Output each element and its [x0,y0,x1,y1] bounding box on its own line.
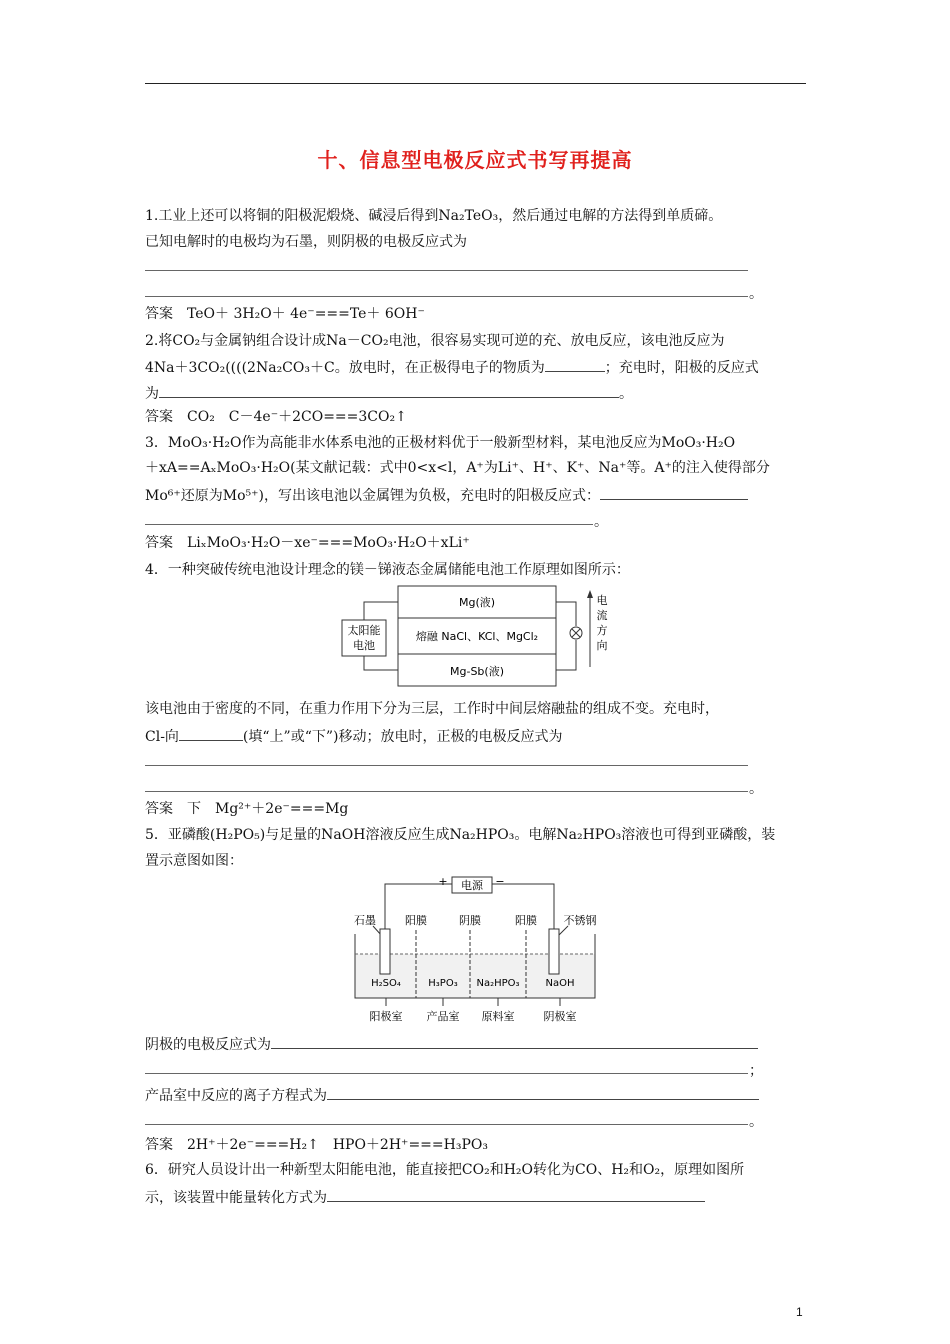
current-direction-label: 电 [596,594,608,607]
answer-line [145,1124,748,1125]
answer-line [145,765,748,766]
answer-line [145,1073,748,1074]
period: 。 [749,781,763,797]
q5-line1: 5．亚磷酸(H₂PO₅)与足量的NaOH溶液反应生成Na₂HPO₃。电解Na₂HPO₃溶液也可得到亚磷酸，装 [145,827,776,843]
current-arrow-icon [587,590,593,598]
q3-answer: 答案 LiₓMoO₃·H₂O－xe⁻===MoO₃·H₂O＋xLi⁺ [145,535,470,551]
solar-cell-label: 电池 [353,639,375,652]
mg-sb-battery-diagram [340,582,620,692]
graphite-label: 石墨 [354,914,376,927]
wire [364,602,398,620]
q5-line5-text: 产品室中反应的离子方程式为 [145,1088,327,1104]
q6-line1: 6．研究人员设计出一种新型太阳能电池，能直接把CO₂和H₂O转化为CO、H₂和O₂，原理如图所 [145,1162,745,1178]
q6-line2-text: 示，该装置中能量转化方式为 [145,1190,327,1206]
answer-line [145,296,748,297]
page-title: 十、信息型电极反应式书写再提高 [317,148,633,172]
layer-bot-label: Mg-Sb(液) [450,665,504,678]
q3-line3 [145,485,748,505]
q2-answer: 答案 CO₂ C－4e⁻＋2CO===3CO₂↑ [145,409,407,425]
q2-line3 [145,383,633,403]
header-rule [145,83,806,84]
q3-line1: 3．MoO₃·H₂O作为高能非水体系电池的正极材料优于一般新型材料，某电池反应为MoO₃·H₂O [145,435,736,451]
q4-blank [179,726,243,741]
room-label: 阴极室 [543,1010,577,1023]
q3-blank [600,485,748,500]
q3-line2: ＋xA==AₓMoO₃·H₂O(某文献记载：式中0<x<l，A⁺为Li⁺、H⁺、K⁺、Na⁺等。A⁺的注入使得部分 [145,460,770,476]
period: 。 [594,514,608,530]
answer-line [145,524,593,525]
q2-line2 [145,357,759,377]
period: 。 [749,1114,763,1130]
solution-label: NaOH [545,978,575,989]
solution-label: H₂SO₄ [371,978,401,989]
q2-blank-2 [159,383,619,398]
current-direction-label: 流 [596,609,608,622]
solar-cell-label: 太阳能 [347,624,381,637]
plus-sign: + [438,875,448,888]
wire [556,602,576,626]
layer-top-label: Mg(液) [458,596,496,609]
q2-line2-text-a: 4Na＋3CO₂((((2Na₂CO₃＋C。放电时，在正极得电子的物质为 [145,360,545,376]
membrane-label: 阴膜 [459,914,481,927]
q4-answer: 答案 下 Mg²⁺＋2e⁻===Mg [145,801,349,817]
solution-label: Na₂HPO₃ [476,978,520,989]
q5-line2: 置示意图如图： [145,853,243,869]
q4-line1: 4．一种突破传统电池设计理念的镁－锑液态金属储能电池工作原理如图所示： [145,562,630,578]
room-label: 阳极室 [369,1010,403,1023]
q5-line3 [145,1034,758,1054]
q5-line5 [145,1085,759,1105]
steel-electrode [549,929,559,974]
wire [364,656,398,670]
electrolysis-cell-diagram [340,874,610,1026]
current-direction-label: 向 [596,639,608,652]
answer-line [145,791,748,792]
q5-blank-2 [327,1085,759,1100]
semicolon: ； [749,1063,763,1079]
q5-blank-1 [271,1034,758,1049]
membrane-label: 阳膜 [405,914,427,927]
power-supply-label: 电源 [461,879,483,892]
q4-line3-text-b: (填“上”或“下”)移动；放电时，正极的电极反应式为 [242,729,563,745]
minus-sign: − [495,875,505,888]
room-label: 产品室 [426,1010,460,1023]
q2-blank-1 [545,357,605,372]
room-label: 原料室 [481,1010,515,1023]
answer-line [145,270,748,271]
stainless-steel-label: 不锈钢 [563,914,597,927]
q4-line3 [145,726,562,746]
q1-line2: 已知电解时的电极均为石墨，则阴极的电极反应式为 [145,234,467,250]
q5-answer: 答案 2H⁺＋2e⁻===H₂↑ HPO＋2H⁺===H₃PO₃ [145,1137,488,1153]
membrane-label: 阳膜 [515,914,537,927]
layer-mid-label: 熔融 NaCl、KCl、MgCl₂ [415,630,539,643]
q3-line3-text: Mo⁶⁺还原为Mo⁵⁺)，写出该电池以金属锂为负极，充电时的阳极反应式： [145,488,600,504]
graphite-electrode [380,929,390,974]
period: 。 [619,386,633,402]
q5-line3-text: 阴极的电极反应式为 [145,1037,271,1053]
q6-line2 [145,1187,705,1207]
q1-answer: 答案 TeO＋ 3H₂O＋ 4e⁻===Te＋ 6OH⁻ [145,306,425,322]
q2-line3-text: 为 [145,386,159,402]
q1-line1: 1.工业上还可以将铜的阳极泥煅烧、碱浸后得到Na₂TeO₃，然后通过电解的方法得到单质碲。 [145,208,723,224]
page-number: 1 [796,1305,803,1319]
q4-line2: 该电池由于密度的不同，在重力作用下分为三层，工作时中间层熔融盐的组成不变。充电时， [145,701,719,717]
period: 。 [749,286,763,302]
q2-line1: 2.将CO₂与金属钠组合设计成Na－CO₂电池，很容易实现可逆的充、放电反应，该电池反应为 [145,333,725,349]
solution-label: H₃PO₃ [428,978,458,989]
q2-line2-text-b: ；充电时，阳极的反应式 [604,360,759,376]
wire [556,640,576,670]
current-direction-label: 方 [596,624,608,637]
q4-line3-text-a: Cl-向 [145,729,179,745]
q6-blank [327,1187,705,1202]
